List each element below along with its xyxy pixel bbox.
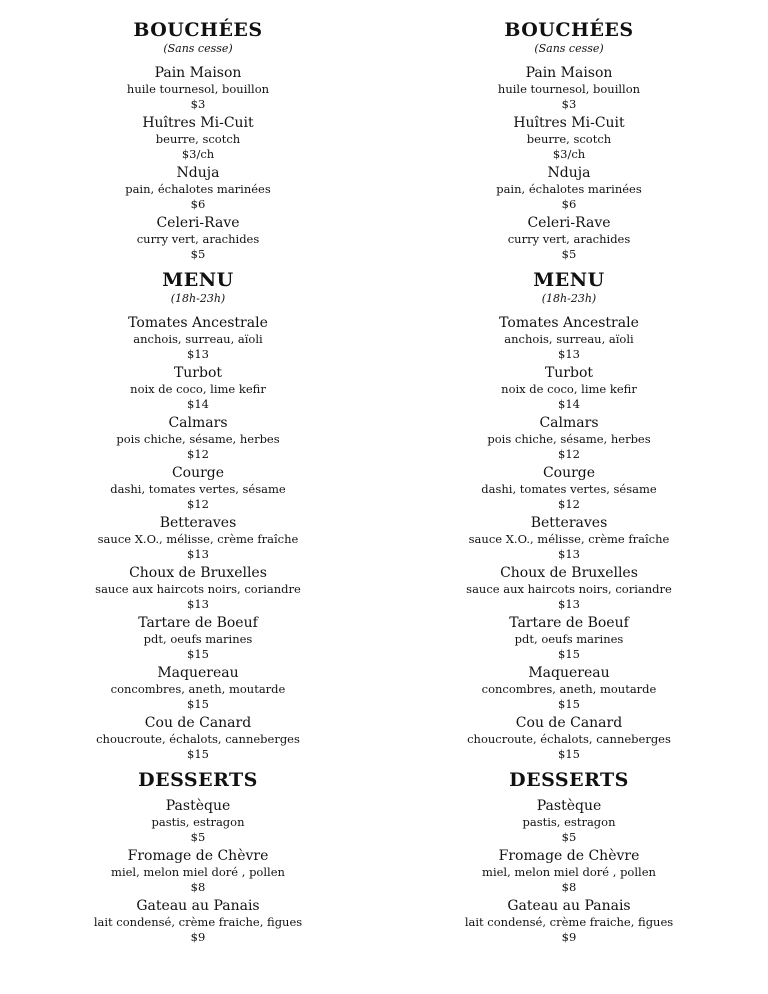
menu-item-name: Pastèque [536, 798, 602, 814]
menu-item-name: Fromage de Chèvre [498, 848, 640, 864]
menu-item-price: $12 [187, 497, 209, 511]
menu-item-price: $6 [561, 197, 577, 211]
menu-item-description: sauce X.O., mélisse, crème fraîche [97, 532, 299, 546]
menu-item [48, 714, 348, 762]
menu-item-name: Turbot [173, 365, 223, 381]
menu-item-description: noix de coco, lime kefir [130, 382, 266, 396]
menu-item [48, 614, 348, 662]
menu-item [419, 64, 719, 112]
menu-item [419, 797, 719, 845]
menu-item-price: $3/ch [181, 147, 215, 161]
menu-item-description: lait condensé, crème fraiche, figues [464, 915, 674, 929]
menu-item-description: sauce aux haircots noirs, coriandre [95, 582, 301, 596]
menu-item [419, 564, 719, 612]
menu-item-description: dashi, tomates vertes, sésame [481, 482, 657, 496]
menu-item-name: Pain Maison [154, 65, 242, 81]
menu-item-name: Cou de Canard [515, 715, 623, 731]
menu-item [48, 414, 348, 462]
menu-item-price: $15 [558, 697, 580, 711]
menu-item-description: curry vert, arachides [136, 232, 260, 246]
menu-item-price: $15 [187, 747, 209, 761]
menu-item-description: beurre, scotch [526, 132, 612, 146]
menu-item-price: $5 [561, 247, 577, 261]
menu-item [48, 664, 348, 712]
menu-item-price: $6 [190, 197, 206, 211]
menu-item-price: $13 [187, 597, 209, 611]
menu-item [48, 364, 348, 412]
menu-item-price: $12 [558, 497, 580, 511]
menu-item [419, 164, 719, 212]
menu-item-price: $13 [187, 547, 209, 561]
menu-item-price: $12 [187, 447, 209, 461]
menu-item-description: concombres, aneth, moutarde [110, 682, 286, 696]
menu-item-name: Huîtres Mi-Cuit [142, 115, 254, 131]
menu-item [48, 897, 348, 945]
menu-item [48, 64, 348, 112]
menu-item-price: $15 [558, 747, 580, 761]
menu-item-description: curry vert, arachides [507, 232, 631, 246]
menu-item-name: Fromage de Chèvre [127, 848, 269, 864]
menu-item-price: $5 [561, 830, 577, 844]
menu-item-price: $13 [558, 547, 580, 561]
menu-item [48, 514, 348, 562]
section-subtitle-bouchees: (Sans cesse) [534, 42, 604, 55]
menu-item-description: pois chiche, sésame, herbes [116, 432, 280, 446]
menu-item [48, 464, 348, 512]
menu-item [419, 897, 719, 945]
menu-item-name: Turbot [544, 365, 594, 381]
menu-item-price: $8 [190, 880, 206, 894]
menu-item-price: $5 [190, 830, 206, 844]
menu-item [419, 847, 719, 895]
menu-item-name: Tartare de Boeuf [509, 615, 629, 631]
menu-item [419, 214, 719, 262]
menu-item-name: Courge [542, 465, 596, 481]
menu-item-price: $5 [190, 247, 206, 261]
section-title-menu: MENU [533, 269, 605, 291]
menu-item-name: Pastèque [165, 798, 231, 814]
menu-column-left [48, 0, 348, 994]
menu-item [48, 114, 348, 162]
menu-item [48, 164, 348, 212]
menu-item-price: $12 [558, 447, 580, 461]
menu-item [419, 664, 719, 712]
menu-item [419, 314, 719, 362]
menu-item [419, 464, 719, 512]
menu-item-description: pastis, estragon [522, 815, 616, 829]
menu-item-price: $8 [561, 880, 577, 894]
menu-item-price: $15 [187, 697, 209, 711]
section-title-menu: MENU [162, 269, 234, 291]
menu-item-price: $13 [558, 347, 580, 361]
section-subtitle-menu: (18h-23h) [541, 292, 597, 305]
menu-item [419, 514, 719, 562]
menu-item-description: beurre, scotch [155, 132, 241, 146]
section-subtitle-menu: (18h-23h) [170, 292, 226, 305]
menu-column-right [419, 0, 719, 994]
menu-item-price: $9 [190, 930, 206, 944]
section-title-bouchees: BOUCHÉES [133, 19, 263, 41]
menu-item-name: Celeri-Rave [156, 215, 240, 231]
menu-item-name: Calmars [168, 415, 228, 431]
menu-item-price: $3 [561, 97, 577, 111]
menu-item-name: Courge [171, 465, 225, 481]
menu-item-name: Pain Maison [525, 65, 613, 81]
menu-item-price: $13 [187, 347, 209, 361]
menu-item-description: lait condensé, crème fraiche, figues [93, 915, 303, 929]
menu-item-name: Tomates Ancestrale [128, 315, 268, 331]
menu-item-name: Nduja [176, 165, 220, 181]
menu-item-name: Choux de Bruxelles [129, 565, 267, 581]
menu-item-price: $13 [558, 597, 580, 611]
menu-item-description: choucroute, échalots, canneberges [467, 732, 671, 746]
menu-item [419, 364, 719, 412]
menu-item-description: sauce aux haircots noirs, coriandre [466, 582, 672, 596]
menu-item-description: pastis, estragon [151, 815, 245, 829]
menu-item-description: choucroute, échalots, canneberges [96, 732, 300, 746]
menu-item-name: Tomates Ancestrale [499, 315, 639, 331]
menu-item-name: Gateau au Panais [136, 898, 260, 914]
menu-item-description: concombres, aneth, moutarde [481, 682, 657, 696]
menu-item-name: Choux de Bruxelles [500, 565, 638, 581]
menu-item-price: $15 [187, 647, 209, 661]
menu-item-description: anchois, surreau, aïoli [504, 332, 634, 346]
menu-item-description: pain, échalotes marinées [125, 182, 271, 196]
section-subtitle-bouchees: (Sans cesse) [163, 42, 233, 55]
menu-item-name: Calmars [539, 415, 599, 431]
section-title-bouchees: BOUCHÉES [504, 19, 634, 41]
menu-item-name: Nduja [547, 165, 591, 181]
menu-item [419, 714, 719, 762]
menu-item-description: pain, échalotes marinées [496, 182, 642, 196]
menu-item-description: miel, melon miel doré , pollen [482, 865, 656, 879]
menu-item-description: sauce X.O., mélisse, crème fraîche [468, 532, 670, 546]
menu-item [419, 414, 719, 462]
menu-item-description: anchois, surreau, aïoli [133, 332, 263, 346]
menu-item-price: $3/ch [552, 147, 586, 161]
menu-item [48, 214, 348, 262]
menu-item [48, 847, 348, 895]
menu-item-price: $3 [190, 97, 206, 111]
menu-item [48, 564, 348, 612]
menu-item-name: Betteraves [159, 515, 237, 531]
menu-item-description: miel, melon miel doré , pollen [111, 865, 285, 879]
menu-item-description: pdt, oeufs marines [143, 632, 253, 646]
menu-item-price: $9 [561, 930, 577, 944]
menu-item-description: huile tournesol, bouillon [497, 82, 641, 96]
menu-item-price: $15 [558, 647, 580, 661]
menu-item-description: pois chiche, sésame, herbes [487, 432, 651, 446]
menu-item-name: Betteraves [530, 515, 608, 531]
section-title-desserts: DESSERTS [509, 769, 629, 791]
menu-item-name: Gateau au Panais [507, 898, 631, 914]
menu-item-name: Celeri-Rave [527, 215, 611, 231]
menu-item-name: Huîtres Mi-Cuit [513, 115, 625, 131]
menu-item-price: $14 [558, 397, 580, 411]
menu-item-name: Cou de Canard [144, 715, 252, 731]
menu-item-name: Maquereau [157, 665, 239, 681]
menu-item-name: Tartare de Boeuf [138, 615, 258, 631]
menu-item [419, 114, 719, 162]
menu-item [48, 314, 348, 362]
menu-item [419, 614, 719, 662]
menu-item-description: pdt, oeufs marines [514, 632, 624, 646]
menu-item-description: noix de coco, lime kefir [501, 382, 637, 396]
menu-item-price: $14 [187, 397, 209, 411]
menu-item-name: Maquereau [528, 665, 610, 681]
menu-item-description: huile tournesol, bouillon [126, 82, 270, 96]
menu-item-description: dashi, tomates vertes, sésame [110, 482, 286, 496]
section-title-desserts: DESSERTS [138, 769, 258, 791]
menu-item [48, 797, 348, 845]
